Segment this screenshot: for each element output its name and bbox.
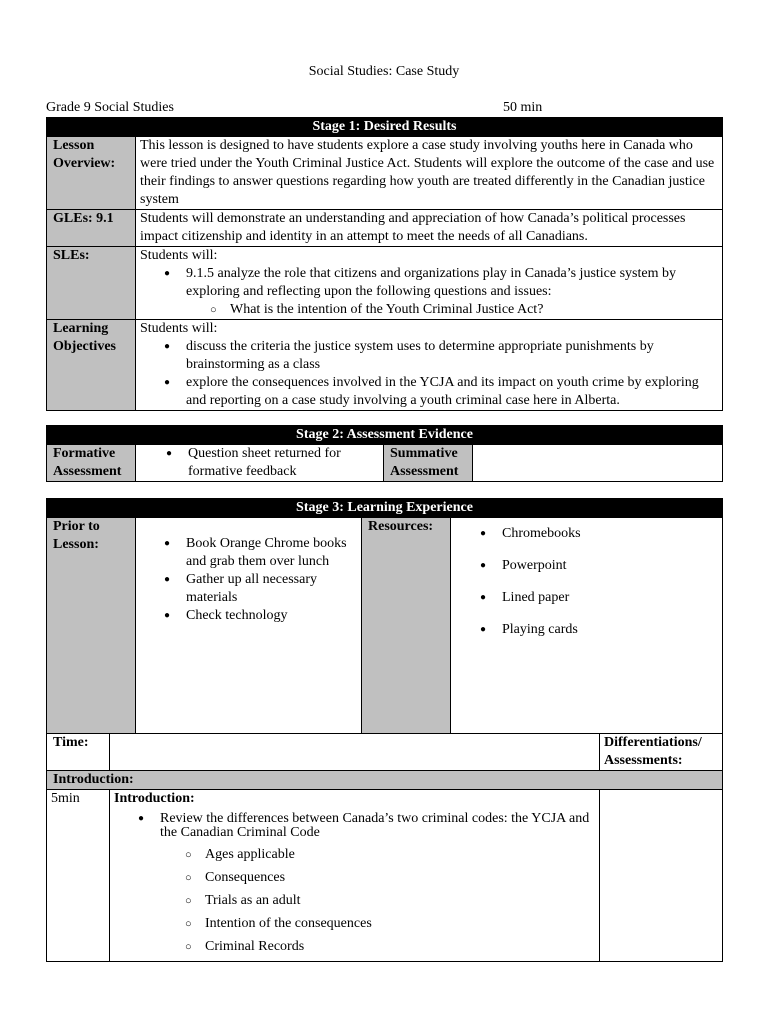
resources-cell (451, 518, 723, 734)
introduction-content (110, 790, 600, 962)
summative-cell (473, 445, 723, 482)
formative-item: ● Question sheet returned for formative feedback (188, 445, 379, 481)
intro-sublist (160, 846, 595, 956)
intro-sub-item: ○ Consequences (205, 869, 595, 887)
duration-label: 50 min (503, 100, 543, 115)
introduction-bar: Introduction: (47, 771, 723, 790)
prior-item: ● Book Orange Chrome books and grab them over lunch (186, 535, 357, 571)
intro-sub-item: ○ Trials as an adult (205, 892, 595, 910)
summative-label: Summative Assessment (384, 445, 473, 482)
objectives-list (140, 338, 718, 410)
intro-sub-item: ○ Criminal Records (205, 938, 595, 956)
sles-list (140, 265, 718, 319)
row-time: 5min (47, 790, 110, 962)
objective-item: ● discuss the criteria the justice system uses to determine appropriate punishments by brainstorming as a class (186, 338, 718, 374)
gles-label: GLEs: 9.1 (47, 210, 136, 247)
time-spacer (110, 734, 600, 771)
lesson-overview-label: Lesson Overview: (47, 137, 136, 210)
objectives-intro: Students will: (140, 321, 218, 336)
sles-sublist (186, 301, 718, 319)
introduction-heading: Introduction: (114, 791, 195, 806)
resource-item: ● Lined paper (502, 589, 718, 607)
row-differentiations (600, 790, 723, 962)
stage1-table (46, 117, 723, 411)
prior-to-lesson-cell (136, 518, 362, 734)
sles-intro: Students will: (140, 248, 218, 263)
resources-list (455, 525, 718, 639)
prior-item: ● Check technology (186, 607, 357, 625)
prior-to-lesson-label: Prior to Lesson: (47, 518, 136, 734)
intro-sub-item: ○ Ages applicable (205, 846, 595, 864)
learning-objectives-label: Learning Objectives (47, 320, 136, 411)
stage1-heading: Stage 1: Desired Results (47, 118, 723, 137)
learning-objectives-cell (136, 320, 723, 411)
sles-label: SLEs: (47, 247, 136, 320)
resources-label: Resources: (362, 518, 451, 734)
stage3-table (46, 498, 723, 962)
intro-list (114, 812, 595, 956)
stage2-table (46, 425, 723, 482)
formative-label: Formative Assessment (47, 445, 136, 482)
resource-item: ● Playing cards (502, 621, 718, 639)
resource-item: ● Powerpoint (502, 557, 718, 575)
stage3-heading: Stage 3: Learning Experience (47, 499, 723, 518)
stage2-heading: Stage 2: Assessment Evidence (47, 426, 723, 445)
sles-cell (136, 247, 723, 320)
formative-list (140, 445, 379, 481)
formative-cell (136, 445, 384, 482)
gles-text: Students will demonstrate an understanding and appreciation of how Canada’s political processes impact citizenship and identity in an attempt to meet the needs of all Canadians. (136, 210, 723, 247)
document-subheader (46, 100, 722, 117)
prior-list (140, 535, 357, 625)
differentiations-label: Differentiations/ Assessments: (600, 734, 723, 771)
prior-item: ● Gather up all necessary materials (186, 571, 357, 607)
intro-bullet: ● Review the differences between Canada’s two criminal codes: the YCJA and the Canadian Criminal Code ○ Ages applicable ○ Consequences ○ Trials as an adult ○ Intention of the consequences ○ Criminal Records (160, 812, 595, 956)
grade-label: Grade 9 Social Studies (46, 100, 174, 115)
time-label: Time: (47, 734, 110, 771)
document-title: Social Studies: Case Study (308, 64, 460, 79)
sles-bullet: ● 9.1.5 analyze the role that citizens and organizations play in Canada’s justice system by exploring and reflecting upon the following questions and issues: ○ What is the intention of the Youth Criminal Justice Act? (186, 265, 718, 319)
sles-sub-item: ○ What is the intention of the Youth Criminal Justice Act? (230, 301, 718, 319)
resource-item: ● Chromebooks (502, 525, 718, 543)
objective-item: ● explore the consequences involved in the YCJA and its impact on youth crime by exploring and reporting on a case study involving a youth criminal case here in Alberta. (186, 374, 718, 410)
lesson-overview-text: This lesson is designed to have students explore a case study involving youths here in Canada who were tried under the Youth Criminal Justice Act. Students will explore the outcome of the case and use their findings to answer questions regarding how youth are treated differently in the Canadian justice system (136, 137, 723, 210)
intro-sub-item: ○ Intention of the consequences (205, 915, 595, 933)
